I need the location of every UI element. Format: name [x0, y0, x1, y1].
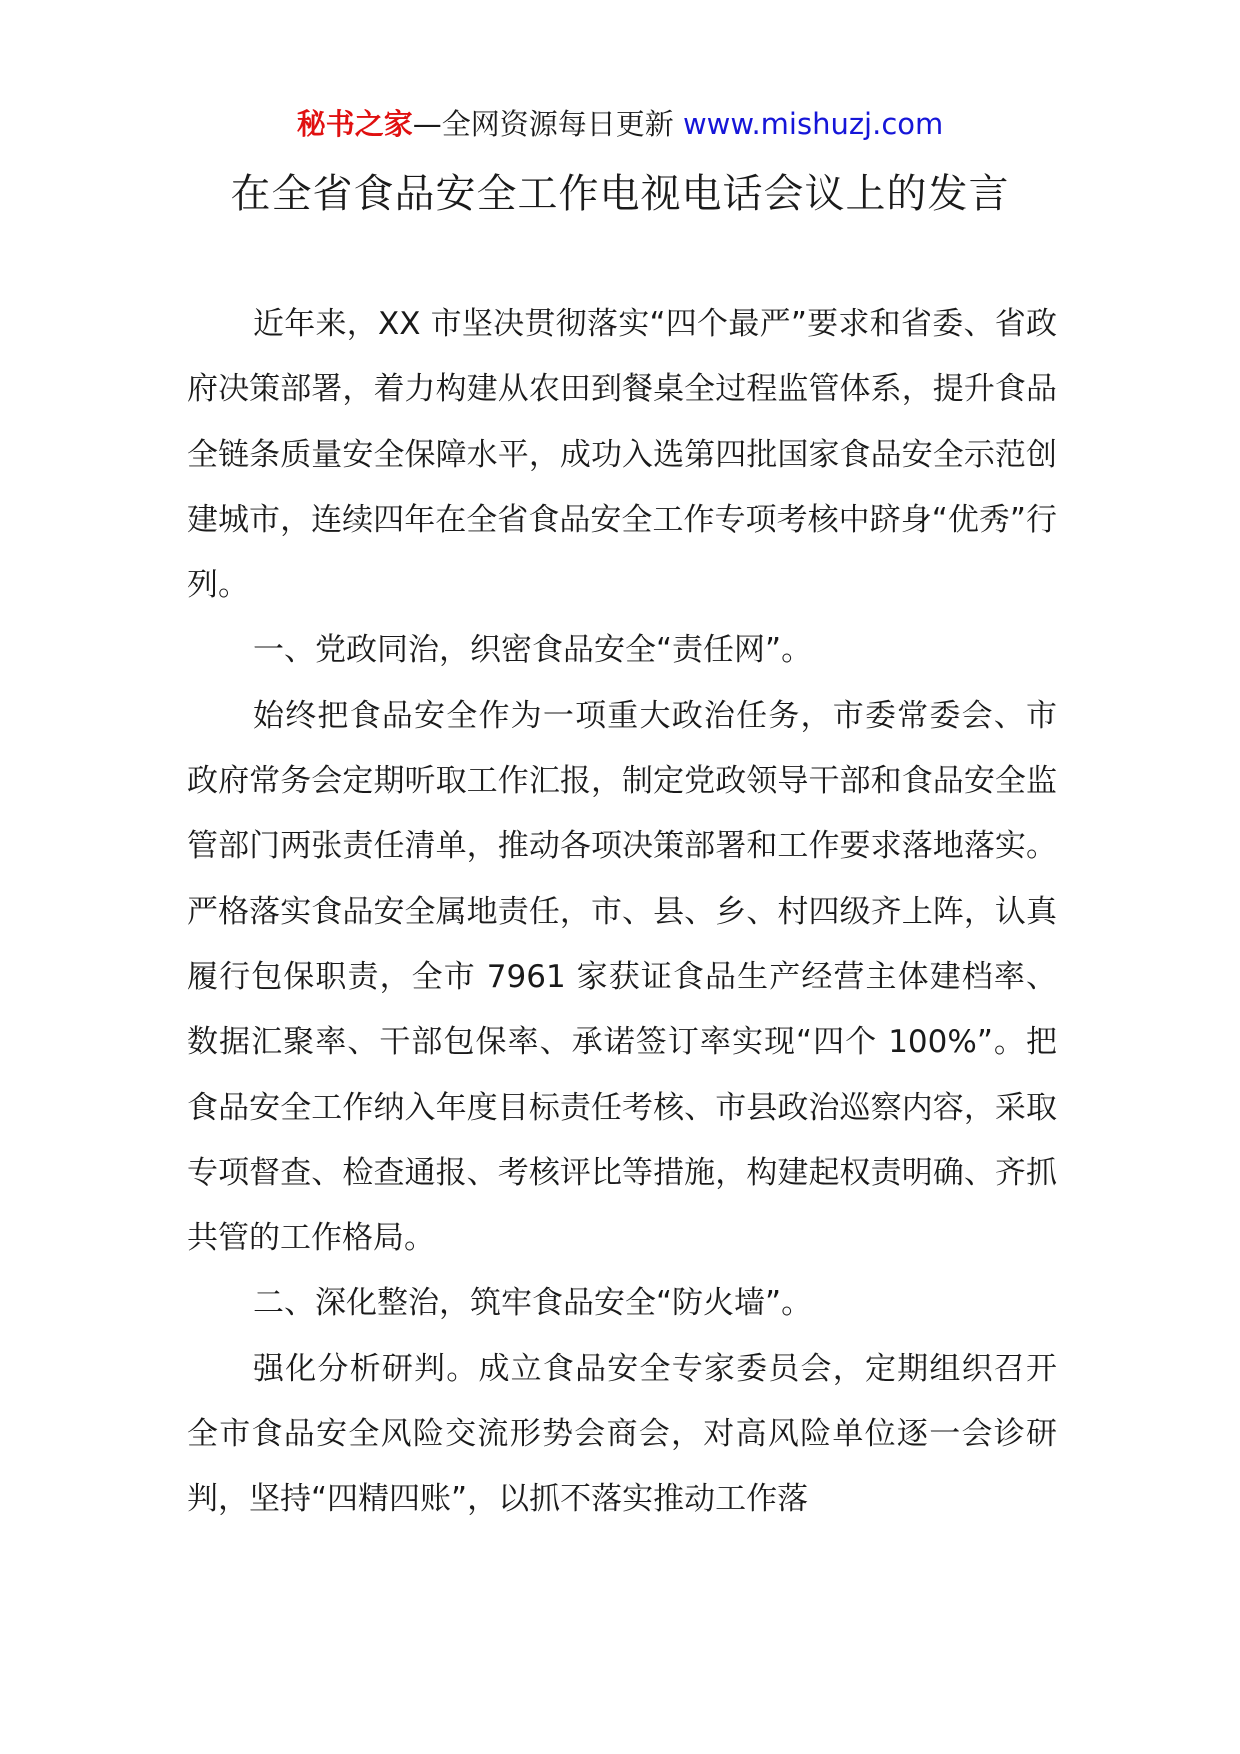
site-slogan: —全网资源每日更新: [412, 107, 674, 141]
section-heading-1: 一、党政同治，织密食品安全“责任网”。: [253, 632, 813, 669]
document-body: [187, 292, 1057, 1533]
paragraph-section-1: 始终把食品安全作为一项重大政治任务，市委常委会、市政府常务会定期听取工作汇报，制定党政领导干部和食品安全监管部门两张责任清单，推动各项决策部署和工作要求落地落实。严格落实食品安全属地责任，市、县、乡、村四级齐上阵，认真履行包保职责，全市 7961 家获证食品生产经营主体建档率、数据汇聚率、干部包保率、承诺签订率实现“四个 100%”。把食品安全工作纳入年度目标责任考核、市县政治巡察内容，采取专项督查、检查通报、考核评比等措施，构建起权责明确、齐抓共管的工作格局。: [187, 697, 1057, 1257]
section-heading-2: 二、深化整治，筑牢食品安全“防火墙”。: [253, 1285, 813, 1322]
document-title: 在全省食品安全工作电视电话会议上的发言: [230, 171, 1010, 217]
paragraph-intro: 近年来，XX 市坚决贯彻落实“四个最严”要求和省委、省政府决策部署，着力构建从农田到餐桌全过程监管体系，提升食品全链条质量安全保障水平，成功入选第四批国家食品安全示范创建城市，连续四年在全省食品安全工作专项考核中跻身“优秀”行列。: [187, 306, 1057, 604]
paragraph-section-2: 强化分析研判。成立食品安全专家委员会，定期组织召开全市食品安全风险交流形势会商会，对高风险单位逐一会诊研判，坚持“四精四账”，以抓不落实推动工作落: [187, 1350, 1057, 1518]
site-header: [0, 104, 1240, 144]
site-url[interactable]: www.mishuzj.com: [682, 107, 944, 141]
site-brand: 秘书之家: [296, 107, 413, 141]
